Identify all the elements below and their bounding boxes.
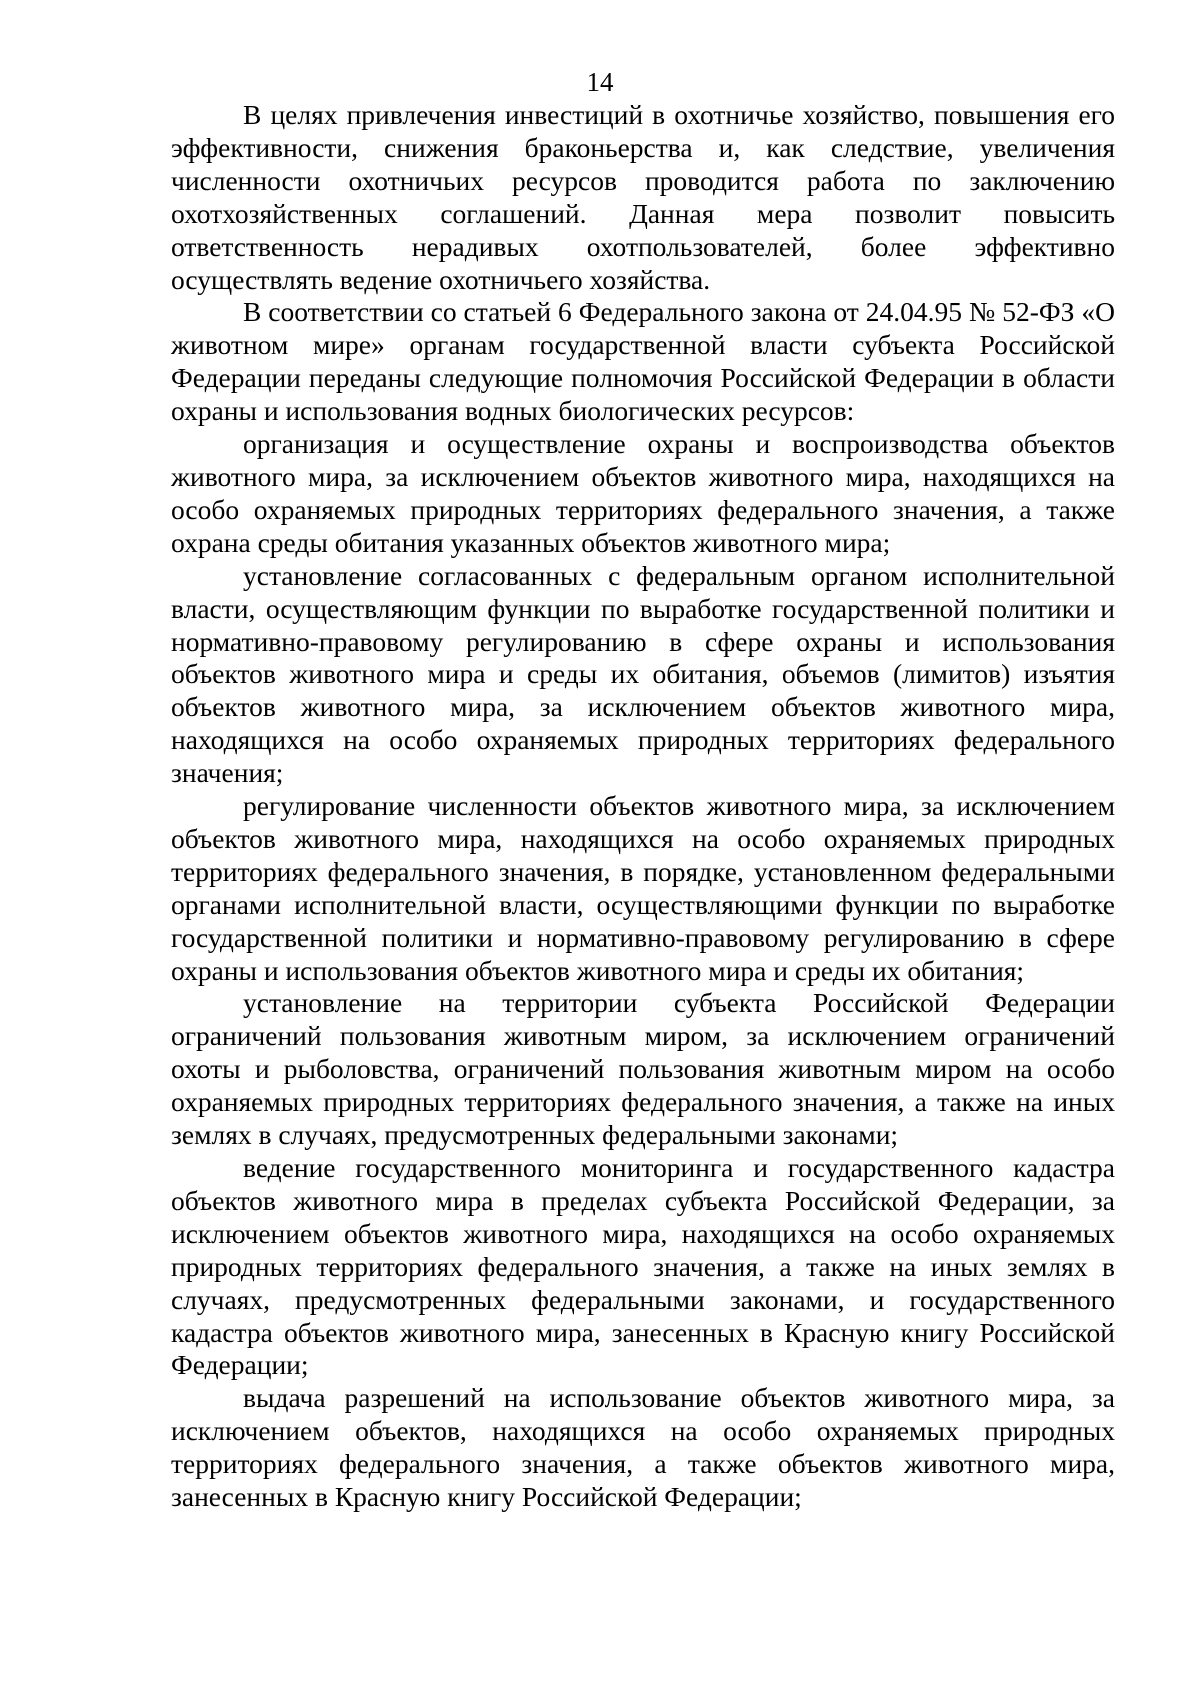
paragraph-federal-law-article-6: В соответствии со статьей 6 Федерального закона от 24.04.95 № 52-ФЗ «О животном мире» органам государственной власти субъекта Российской Федерации переданы следующие полномочия Российской Федерации в области охраны и использования водных биологических ресурсов: [171,296,1115,427]
list-item-withdrawal-limits: установление согласованных с федеральным органом исполнительной власти, осуществляющим функции по выработке государственной политики и нормативно-правовому регулированию в сфере охраны и использования объектов животного мира и среды их обитания, объемов (лимитов) изъятия объектов животного мира, за исключением объектов животного мира, находящихся на особо охраняемых природных территориях федерального значения; [171,559,1115,789]
list-item-monitoring-cadastre: ведение государственного мониторинга и государственного кадастра объектов животного мира в пределах субъекта Российской Федерации, за исключением объектов животного мира, находящихся на особо охраняемых природных территориях федерального значения, а также на иных землях в случаях, предусмотренных федеральными законами, и государственного кадастра объектов животного мира, занесенных в Красную книгу Российской Федерации; [171,1152,1115,1381]
list-item-permits: выдача разрешений на использование объектов животного мира, за исключением объектов, находящихся на особо охраняемых природных территориях федерального значения, а также объектов животного мира, занесенных в Красную книгу Российской Федерации; [171,1382,1115,1513]
list-item-use-restrictions: установление на территории субъекта Российской Федерации ограничений пользования животным миром, за исключением ограничений охоты и рыболовства, ограничений пользования животным миром на особо охраняемых природных территориях федерального значения, а также на иных землях в случаях, предусмотренных федеральными законами; [171,987,1115,1151]
page-number: 14 [586,67,614,97]
paragraph-hunting-agreements: В целях привлечения инвестиций в охотничье хозяйство, повышения его эффективности, снижения браконьерства и, как следствие, увеличения численности охотничьих ресурсов проводится работа по заключению охотхозяйственных соглашений. Данная мера позволит повысить ответственность нерадивых охотпользователей, более эффективно осуществлять ведение охотничьего хозяйства. [171,99,1115,295]
list-item-population-regulation: регулирование численности объектов животного мира, за исключением объектов животного мира, находящихся на особо охраняемых природных территориях федерального значения, в порядке, установленном федеральными органами исполнительной власти, осуществляющими функции по выработке государственной политики и нормативно-правовому регулированию в сфере охраны и использования объектов животного мира и среды их обитания; [171,790,1115,986]
list-item-protection-reproduction: организация и осуществление охраны и воспроизводства объектов животного мира, за исключением объектов животного мира, находящихся на особо охраняемых природных территориях федерального значения, а также охрана среды обитания указанных объектов животного мира; [171,428,1115,558]
document-body [171,99,1115,1514]
